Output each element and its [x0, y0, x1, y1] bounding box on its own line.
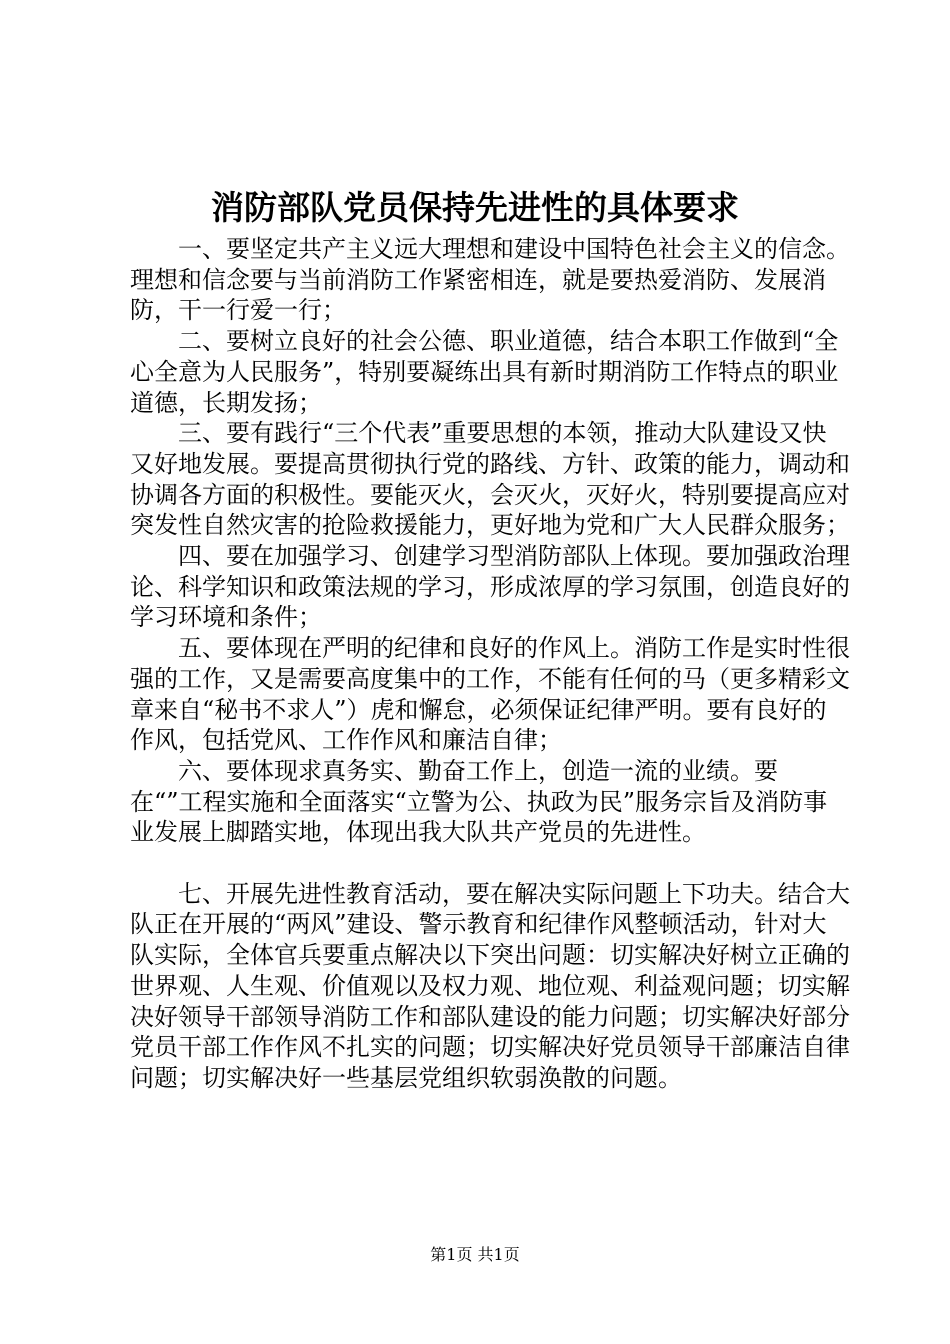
- paragraph-1: 一、要坚定共产主义远大理想和建设中国特色社会主义的信念。理想和信念要与当前消防工作紧密相连，就是要热爱消防、发展消防，干一行爱一行；: [130, 235, 850, 325]
- paragraph-5: 五、要体现在严明的纪律和良好的作风上。消防工作是实时性很强的工作，又是需要高度集中的工作，不能有任何的马（更多精彩文章来自“秘书不求人”）虎和懈怠，必须保证纪律严明。要有良好的作风，包括党风、工作作风和廉洁自律；: [130, 634, 850, 755]
- paragraph-3: 三、要有践行“三个代表”重要思想的本领，推动大队建设又快又好地发展。要提高贯彻执行党的路线、方针、政策的能力，调动和协调各方面的积极性。要能灭火，会灭火，灭好火，特别要提高应对突发性自然灾害的抢险救援能力，更好地为党和广大人民群众服务；: [130, 419, 850, 540]
- paragraph-2: 二、要树立良好的社会公德、职业道德，结合本职工作做到“全心全意为人民服务”，特别要凝练出具有新时期消防工作特点的职业道德，长期发扬；: [130, 327, 839, 417]
- paragraph-7: 七、开展先进性教育活动，要在解决实际问题上下功夫。结合大队正在开展的“两风”建设、警示教育和纪律作风整顿活动，针对大队实际，全体官兵要重点解决以下突出问题：切实解决好树立正确的世界观、人生观、价值观以及权力观、地位观、利益观问题；切实解决好领导干部领导消防工作和部队建设的能力问题；切实解决好部分党员干部工作作风不扎实的问题；切实解决好党员领导干部廉洁自律问题；切实解决好一些基层党组织软弱涣散的问题。: [130, 879, 850, 1092]
- paragraph-4: 四、要在加强学习、创建学习型消防部队上体现。要加强政治理论、科学知识和政策法规的学习，形成浓厚的学习氛围，创造良好的学习环境和条件；: [130, 542, 850, 632]
- paragraph-6: 六、要体现求真务实、勤奋工作上，创造一流的业绩。要在“”工程实施和全面落实“立警为公、执政为民”服务宗旨及消防事业发展上脚踏实地，体现出我大队共产党员的先进性。: [130, 756, 828, 847]
- document-title: 消防部队党员保持先进性的具体要求: [211, 188, 739, 227]
- page-footer: 第1页 共1页: [430, 1245, 520, 1264]
- document-body: [130, 234, 850, 1094]
